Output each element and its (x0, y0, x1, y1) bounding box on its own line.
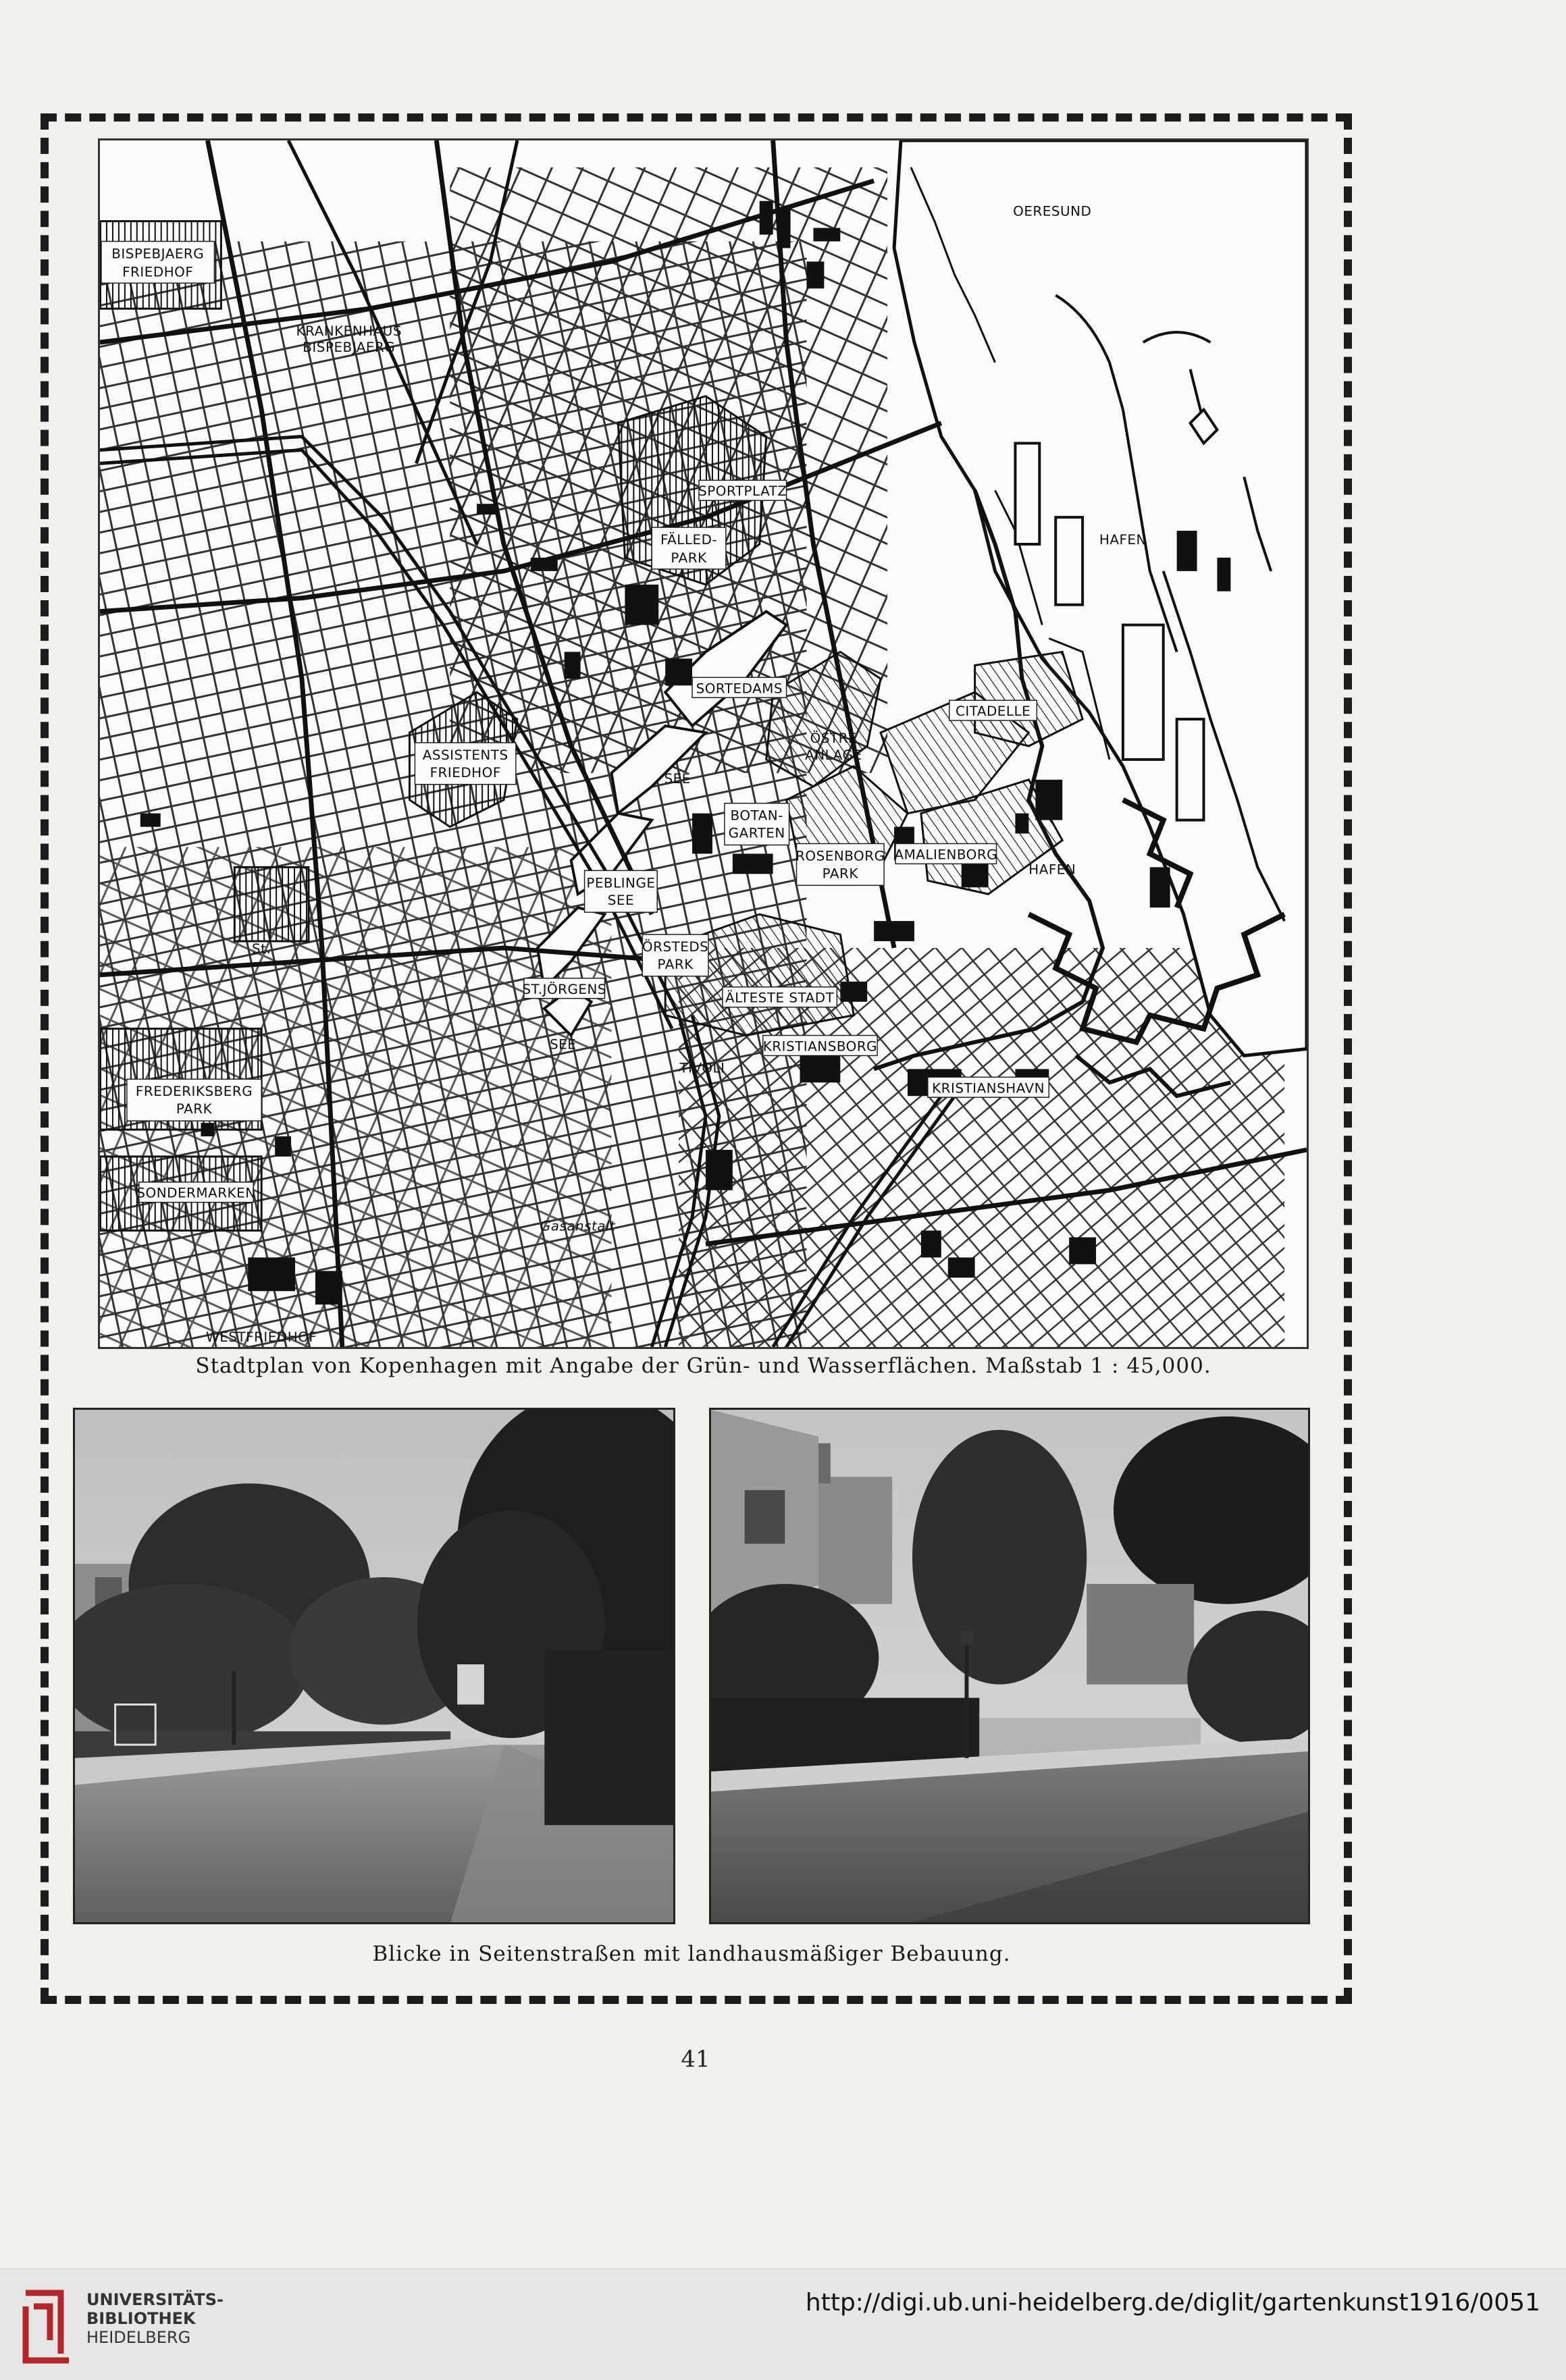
map-label-krankenhaus: KRANKENHAUS (296, 323, 402, 340)
map-label-gasanstalt: Gasanstalt (540, 1218, 616, 1234)
map-label-st-abbrev: St. (252, 941, 271, 957)
map-label-see-1: SEE (664, 770, 691, 787)
map-label-sortedams: SORTEDAMS (696, 681, 783, 697)
map-label-peblinge-see: PEBLINGE (586, 875, 656, 891)
map-label-westfriedhof: WESTFRIEDHOF (206, 1329, 317, 1346)
map-label-amalienborg: AMALIENBORG (894, 847, 998, 863)
map-label-assistents-friedhof: ASSISTENTS (422, 747, 508, 763)
map-label-kristiansborg: KRISTIANSBORG (762, 1038, 878, 1055)
map-drawing (100, 140, 1307, 1347)
copenhagen-city-map (98, 138, 1309, 1349)
map-label-sondermarken: SONDERMARKEN (136, 1185, 256, 1201)
map-label-sportplatz: SPORTPLATZ (698, 483, 787, 500)
map-label-st-jorgens: ST.JÖRGENS (522, 981, 607, 997)
map-label-oeresund: OERESUND (1013, 203, 1092, 219)
map-label-orsteds-park: ÖRSTEDS (642, 938, 709, 955)
map-label-faelled-park-2: PARK (671, 550, 707, 566)
page-number: 41 (681, 2046, 710, 2073)
map-label-hafen-mid: HAFEN (1028, 862, 1076, 878)
library-name-line-3: HEIDELBERG (86, 2328, 191, 2347)
map-label-botan-garten: BOTAN- (730, 808, 783, 824)
map-label-ostre-anlage-2: ANLAGE (805, 747, 862, 763)
map-label-bispebjaerg-friedhof-2: FRIEDHOF (122, 264, 194, 280)
map-label-botan-garten-2: GARTEN (728, 825, 785, 841)
street-photo-left-drawing (75, 1410, 673, 1922)
map-label-orsteds-park-2: PARK (657, 956, 694, 972)
map-label-assistents-friedhof-2: FRIEDHOF (429, 764, 501, 781)
map-label-bispebjaerg-friedhof: BISPEBJAERG (111, 246, 205, 262)
map-label-see-2: SEE (550, 1036, 577, 1053)
footer-bar (0, 2269, 1566, 2380)
map-label-tivoli: TIVOLI (679, 1060, 725, 1076)
street-photo-right-drawing (711, 1410, 1308, 1922)
map-label-hafen-north: HAFEN (1099, 531, 1147, 548)
map-label-rosenborg-park-2: PARK (822, 866, 858, 882)
library-name (86, 2290, 224, 2347)
map-label-frederiksberg-park: FREDERIKSBERG (135, 1084, 253, 1100)
photos-caption: Blicke in Seitenstraßen mit landhausmäßiger Bebauung. (372, 1942, 1011, 1966)
street-photo-left (73, 1408, 675, 1924)
map-label-frederiksberg-park-2: PARK (176, 1101, 213, 1117)
library-name-line-1: UNIVERSITÄTS- (86, 2290, 224, 2309)
map-label-citadelle: CITADELLE (955, 704, 1031, 720)
map-label-faelled-park: FÄLLED- (660, 531, 718, 548)
map-label-peblinge-see-2: SEE (607, 893, 635, 909)
street-photo-right (709, 1408, 1310, 1924)
source-url-link[interactable]: http://digi.ub.uni-heidelberg.de/diglit/gartenkunst1916/0051 (805, 2289, 1540, 2317)
map-label-kristianshavn: KRISTIANSHAVN (932, 1080, 1045, 1096)
library-name-line-2: BIBLIOTHEK (86, 2309, 196, 2328)
map-label-krankenhaus-2: BISPEBJAERG (303, 339, 396, 355)
map-label-rosenborg-park: ROSENBORG (795, 848, 885, 864)
university-library-logo-icon (20, 2279, 74, 2369)
map-label-ostre-anlage: ÖSTRE (810, 731, 858, 747)
map-label-alteste-stadt: ÄLTESTE STADT (725, 990, 835, 1006)
map-caption: Stadtplan von Kopenhagen mit Angabe der Grün- und Wasserflächen. Maßstab 1 : 45,000. (195, 1354, 1211, 1378)
